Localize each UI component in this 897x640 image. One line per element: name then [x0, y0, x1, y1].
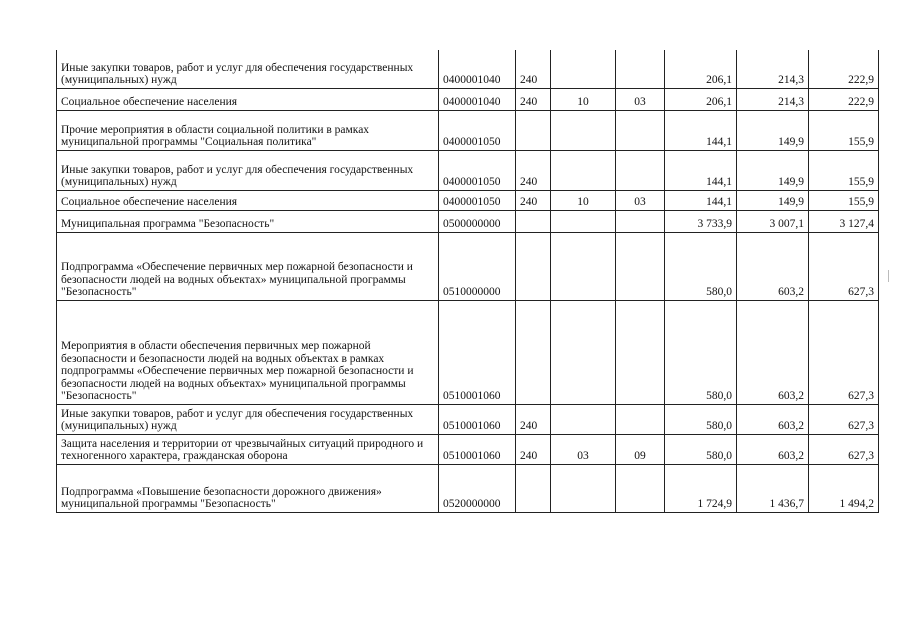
table-row [57, 190, 879, 210]
target-code: 0510001060 [439, 434, 516, 464]
table-row [57, 464, 879, 512]
row-name: Защита населения и территории от чрезвычайных ситуаций природного и техногенного характера, гражданская оборона [57, 434, 439, 464]
amount-year-3: 222,9 [809, 88, 879, 110]
scan-artifact [888, 270, 889, 282]
target-code: 0400001040 [439, 50, 516, 88]
amount-year-2: 149,9 [737, 150, 809, 190]
row-name: Иные закупки товаров, работ и услуг для обеспечения государственных (муниципальных) нужд [57, 404, 439, 434]
subsection [616, 404, 665, 434]
table-row [57, 110, 879, 150]
table-row [57, 88, 879, 110]
budget-table [56, 50, 879, 513]
amount-year-2: 603,2 [737, 434, 809, 464]
target-code: 0510000000 [439, 232, 516, 300]
target-code: 0500000000 [439, 210, 516, 232]
target-code: 0510001060 [439, 300, 516, 404]
target-code: 0510001060 [439, 404, 516, 434]
amount-year-3: 627,3 [809, 404, 879, 434]
expense-type [516, 110, 551, 150]
amount-year-1: 580,0 [665, 434, 737, 464]
row-name: Социальное обеспечение населения [57, 88, 439, 110]
section [551, 232, 616, 300]
amount-year-2: 1 436,7 [737, 464, 809, 512]
section [551, 300, 616, 404]
amount-year-1: 580,0 [665, 300, 737, 404]
amount-year-3: 155,9 [809, 110, 879, 150]
expense-type [516, 300, 551, 404]
expense-type: 240 [516, 150, 551, 190]
amount-year-3: 1 494,2 [809, 464, 879, 512]
subsection: 03 [616, 88, 665, 110]
table-row [57, 404, 879, 434]
amount-year-3: 627,3 [809, 434, 879, 464]
subsection [616, 110, 665, 150]
section [551, 404, 616, 434]
subsection: 09 [616, 434, 665, 464]
row-name: Иные закупки товаров, работ и услуг для обеспечения государственных (муниципальных) нужд [57, 150, 439, 190]
section [551, 110, 616, 150]
row-name: Социальное обеспечение населения [57, 190, 439, 210]
row-name: Иные закупки товаров, работ и услуг для обеспечения государственных (муниципальных) нужд [57, 50, 439, 88]
subsection [616, 464, 665, 512]
amount-year-3: 3 127,4 [809, 210, 879, 232]
amount-year-2: 214,3 [737, 88, 809, 110]
table-body [57, 50, 879, 512]
expense-type [516, 232, 551, 300]
table-row [57, 50, 879, 88]
target-code: 0400001050 [439, 150, 516, 190]
amount-year-1: 144,1 [665, 110, 737, 150]
section: 10 [551, 88, 616, 110]
amount-year-1: 1 724,9 [665, 464, 737, 512]
row-name: Подпрограмма «Повышение безопасности дорожного движения» муниципальной программы "Безопасность" [57, 464, 439, 512]
expense-type [516, 464, 551, 512]
row-name: Мероприятия в области обеспечения первичных мер пожарной безопасности и безопасности людей на водных объектах в рамках подпрограммы «Обеспечение первичных мер пожарной безопасности и безопасности людей на водных объектах» муниципальной программы "Безопасность" [57, 300, 439, 404]
amount-year-2: 149,9 [737, 110, 809, 150]
table-row [57, 434, 879, 464]
expense-type: 240 [516, 190, 551, 210]
subsection [616, 150, 665, 190]
amount-year-1: 3 733,9 [665, 210, 737, 232]
amount-year-2: 603,2 [737, 232, 809, 300]
table-row [57, 232, 879, 300]
expense-type: 240 [516, 50, 551, 88]
amount-year-1: 206,1 [665, 50, 737, 88]
target-code: 0400001050 [439, 110, 516, 150]
target-code: 0400001050 [439, 190, 516, 210]
section [551, 150, 616, 190]
expense-type: 240 [516, 404, 551, 434]
amount-year-2: 149,9 [737, 190, 809, 210]
row-name: Прочие мероприятия в области социальной политики в рамках муниципальной программы "Социальная политика" [57, 110, 439, 150]
table-row [57, 300, 879, 404]
amount-year-2: 214,3 [737, 50, 809, 88]
amount-year-1: 580,0 [665, 232, 737, 300]
expense-type: 240 [516, 434, 551, 464]
row-name: Подпрограмма «Обеспечение первичных мер пожарной безопасности и безопасности людей на водных объектах» муниципальной программы "Безопасность" [57, 232, 439, 300]
amount-year-1: 144,1 [665, 150, 737, 190]
amount-year-3: 155,9 [809, 190, 879, 210]
section [551, 210, 616, 232]
amount-year-1: 206,1 [665, 88, 737, 110]
table-row [57, 210, 879, 232]
amount-year-1: 144,1 [665, 190, 737, 210]
target-code: 0520000000 [439, 464, 516, 512]
table-row [57, 150, 879, 190]
amount-year-3: 155,9 [809, 150, 879, 190]
amount-year-3: 627,3 [809, 232, 879, 300]
amount-year-2: 3 007,1 [737, 210, 809, 232]
row-name: Муниципальная программа "Безопасность" [57, 210, 439, 232]
subsection [616, 300, 665, 404]
target-code: 0400001040 [439, 88, 516, 110]
section: 03 [551, 434, 616, 464]
section: 10 [551, 190, 616, 210]
subsection [616, 232, 665, 300]
expense-type: 240 [516, 88, 551, 110]
amount-year-3: 627,3 [809, 300, 879, 404]
section [551, 464, 616, 512]
expense-type [516, 210, 551, 232]
amount-year-1: 580,0 [665, 404, 737, 434]
subsection: 03 [616, 190, 665, 210]
amount-year-2: 603,2 [737, 300, 809, 404]
subsection [616, 50, 665, 88]
amount-year-2: 603,2 [737, 404, 809, 434]
amount-year-3: 222,9 [809, 50, 879, 88]
subsection [616, 210, 665, 232]
section [551, 50, 616, 88]
